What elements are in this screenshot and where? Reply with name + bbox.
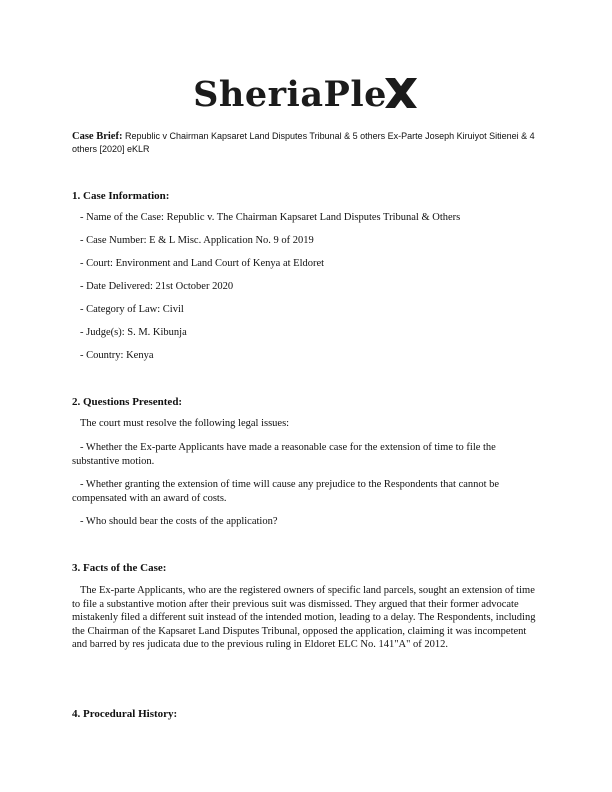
section-1-title: 1. Case Information: [72,190,170,202]
logo-text: SheriaPle [193,74,387,115]
case-brief-text: Republic v Chairman Kapsaret Land Disputes Tribunal & 5 others Ex-Parte Joseph Kiruiyot Sitienei & 4 others [2020] eKLR [72,131,535,154]
case-brief-label: Case Brief: [72,131,123,142]
questions-intro: The court must resolve the following legal issues: [80,418,290,429]
case-info-number: - Case Number: E & L Misc. Application No. 9 of 2019 [80,235,314,246]
case-info-court: - Court: Environment and Land Court of Kenya at Eldoret [80,258,325,269]
case-info-country: - Country: Kenya [80,350,154,361]
section-3-title: 3. Facts of the Case: [72,562,167,574]
section-2-title: 2. Questions Presented: [72,396,183,408]
case-info-date: - Date Delivered: 21st October 2020 [80,281,234,292]
question-2: - Whether granting the extension of time will cause any prejudice to the Respondents that cannot be compensated with an award of costs. [72,479,500,504]
sheriaplex-logo [0,74,612,115]
case-brief-heading [72,130,542,156]
facts-paragraph: The Ex-parte Applicants, who are the registered owners of specific land parcels, sought an extension of time to file a substantive motion after their previous suit was dismissed. They argued that their former advocate mistakenly filed a different suit instead of the intended motion, leading to a delay. The Respondents, including the Chairman of the Kapsaret Land Disputes Tribunal, opposed the application, claiming it was incompetent and barred by res judicata due to the previous ruling in Eldoret ELC No. 141"A" of 2012. [72,585,536,651]
section-4-title: 4. Procedural History: [72,708,178,720]
question-1: - Whether the Ex-parte Applicants have made a reasonable case for the extension of time to file the substantive motion. [72,442,496,467]
logo-x-mark-icon [383,76,419,110]
case-info-category: - Category of Law: Civil [80,304,184,315]
question-3: - Who should bear the costs of the application? [80,516,278,527]
case-info-judge: - Judge(s): S. M. Kibunja [80,327,187,338]
case-info-name: - Name of the Case: Republic v. The Chairman Kapsaret Land Disputes Tribunal & Others [80,212,461,223]
